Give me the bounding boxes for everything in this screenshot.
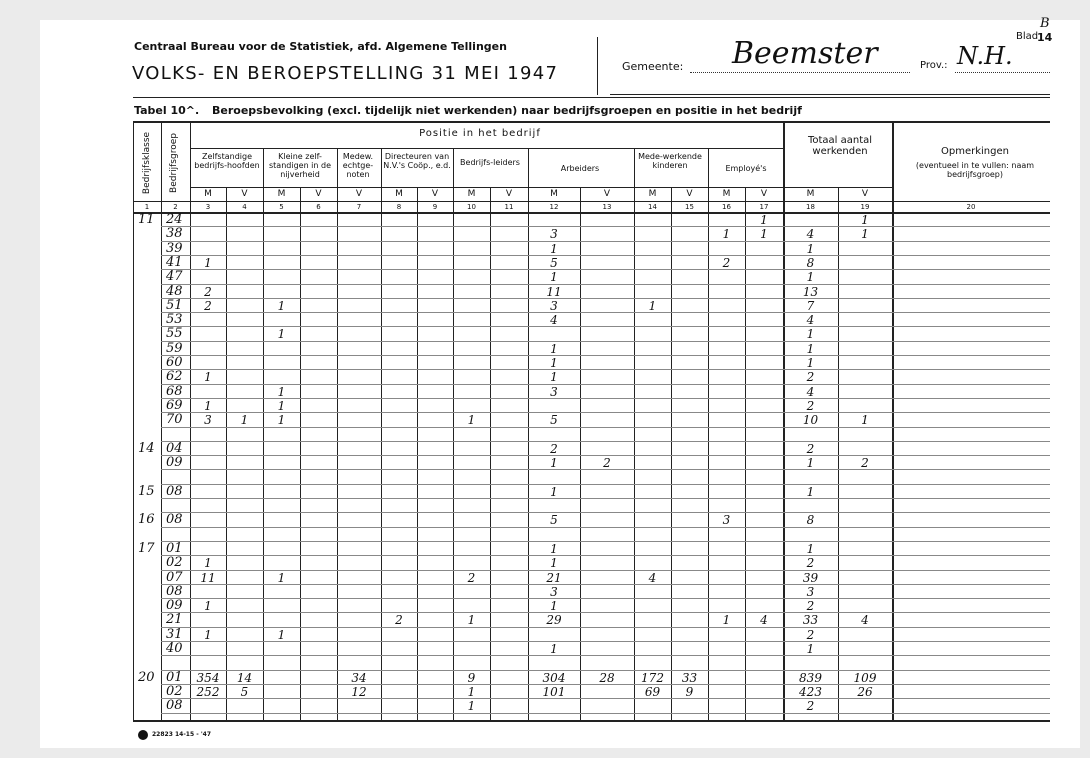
value-cell: 33	[681, 670, 698, 685]
value-cell: 1	[550, 642, 558, 656]
value-cell: 1	[648, 298, 657, 313]
mv-label: M	[550, 189, 558, 199]
prov-value: N.H.	[957, 42, 1013, 70]
value-cell: 5	[240, 684, 249, 699]
column-number: 16	[722, 203, 731, 211]
mv-label: M	[467, 189, 476, 199]
value-cell: 14	[236, 670, 253, 685]
bedrijfsgroep-cell: 02	[166, 555, 183, 571]
value-cell: 1	[550, 270, 558, 285]
value-cell: 1	[204, 627, 212, 642]
value-cell: 2	[467, 570, 476, 585]
bedrijfsklasse-cell: 20	[138, 669, 155, 685]
value-cell: 9	[685, 684, 694, 699]
bedrijfsgroep-cell: 09	[166, 455, 183, 471]
bedrijfsgroep-cell: 04	[166, 440, 183, 456]
value-cell: 28	[599, 670, 615, 685]
form-title: VOLKS- EN BEROEPSTELLING 31 MEI 1947	[132, 63, 559, 84]
mv-label: V	[431, 189, 439, 199]
bedrijfsgroep-cell: 59	[166, 340, 183, 356]
value-cell: 1	[806, 327, 815, 342]
value-cell: 1	[204, 255, 212, 270]
bedrijfsgroep-cell: 55	[166, 326, 183, 342]
column-number: 1	[144, 203, 150, 211]
value-cell: 1	[722, 227, 731, 242]
value-cell: 2	[722, 255, 731, 270]
mv-label: V	[760, 189, 768, 199]
value-cell: 1	[467, 613, 476, 628]
footer-logo	[138, 730, 148, 740]
column-number: 18	[806, 203, 815, 211]
value-cell: 13	[802, 284, 819, 299]
value-cell: 1	[550, 599, 558, 614]
kleine-header: Kleine zelf-standigen in de nijverheid	[268, 152, 332, 179]
value-cell: 1	[204, 398, 212, 413]
value-cell: 839	[799, 670, 822, 685]
bedrijfsgroep-cell: 07	[166, 569, 183, 585]
bedrijfsklasse-header: Bedrijfsklasse	[142, 131, 152, 195]
value-cell: 1	[760, 213, 768, 227]
positie-header: Positie in het bedrijf	[419, 128, 541, 139]
column-number: 6	[316, 203, 321, 211]
arbeiders-header: Arbeiders	[560, 164, 600, 173]
bedrijfsgroep-cell: 51	[166, 297, 183, 313]
bureau-name: Centraal Bureau voor de Statistiek, afd. Algemene Tellingen	[134, 40, 507, 53]
footer-code: 22823 14-15 - '47	[152, 731, 212, 738]
opmerkingen-header: Opmerkingen	[941, 146, 1009, 157]
value-cell: 1	[806, 456, 815, 471]
medew-header: Medew. echtge-noten	[342, 152, 374, 179]
blad-value: 14	[1037, 31, 1053, 44]
value-cell: 1	[806, 356, 815, 370]
mv-label: V	[355, 189, 363, 199]
value-cell: 1	[550, 484, 558, 499]
value-cell: 39	[802, 570, 819, 585]
value-cell: 1	[277, 398, 286, 413]
value-cell: 1	[806, 541, 815, 556]
bedrijfsgroep-cell: 40	[166, 641, 183, 656]
value-cell: 26	[857, 684, 873, 699]
leiders-header: Bedrijfs-leiders	[460, 158, 520, 167]
value-cell: 2	[806, 699, 815, 714]
bedrijfsgroep-cell: 08	[166, 512, 183, 528]
value-cell: 8	[806, 513, 815, 528]
mv-label: M	[395, 189, 403, 199]
mv-label: M	[204, 189, 212, 199]
bedrijfsgroep-cell: 70	[166, 412, 183, 428]
value-cell: 2	[550, 441, 558, 456]
bedrijfsgroep-cell: 08	[166, 698, 183, 714]
mv-label: V	[241, 189, 248, 199]
value-cell: 2	[806, 556, 815, 571]
mv-label: M	[648, 189, 657, 199]
bedrijfsgroep-header: Bedrijfsgroep	[169, 133, 179, 193]
value-cell: 4	[861, 613, 869, 628]
value-cell: 252	[196, 684, 220, 699]
mv-label: M	[806, 189, 815, 199]
mv-label: V	[315, 189, 322, 199]
mv-label: M	[277, 189, 286, 199]
value-cell: 1	[550, 541, 558, 556]
column-number: 5	[279, 203, 284, 211]
value-cell: 354	[196, 670, 220, 685]
bedrijfsklasse-cell: 15	[138, 483, 155, 499]
blad-label: Blad	[1016, 31, 1039, 42]
bedrijfsgroep-cell: 47	[166, 269, 183, 285]
bedrijfsgroep-cell: 01	[166, 669, 183, 685]
value-cell: 9	[467, 670, 476, 685]
value-cell: 2	[806, 441, 815, 456]
value-cell: 1	[550, 356, 558, 370]
value-cell: 2	[204, 284, 212, 299]
mv-label: M	[722, 189, 731, 199]
bedrijfsklasse-cell: 14	[138, 440, 155, 456]
value-cell: 1	[550, 456, 558, 471]
value-cell: 2	[861, 456, 869, 471]
column-number: 12	[549, 203, 559, 211]
kinderen-header: Mede-werkende kinderen	[638, 152, 702, 170]
bedrijfsgroep-cell: 21	[166, 612, 183, 628]
value-cell: 1	[467, 413, 476, 428]
value-cell: 4	[550, 313, 558, 328]
value-cell: 2	[806, 398, 815, 413]
value-cell: 1	[550, 241, 558, 256]
column-number: 15	[685, 203, 694, 211]
value-cell: 1	[277, 627, 286, 642]
bedrijfsgroep-cell: 48	[166, 283, 183, 299]
value-cell: 3	[550, 384, 558, 399]
mv-label: V	[861, 189, 869, 199]
column-number: 11	[504, 203, 514, 211]
column-number: 17	[759, 203, 769, 211]
value-cell: 1	[277, 413, 286, 428]
bedrijfsgroep-cell: 09	[166, 598, 183, 614]
gemeente-value: Beemster	[732, 36, 878, 71]
mv-label: V	[603, 189, 611, 199]
bedrijfsgroep-cell: 31	[166, 626, 183, 642]
value-cell: 33	[802, 613, 819, 628]
bedrijfsgroep-cell: 68	[166, 383, 183, 399]
bedrijfsgroep-cell: 08	[166, 483, 183, 499]
value-cell: 423	[799, 684, 822, 699]
value-cell: 1	[861, 227, 869, 242]
column-number: 3	[205, 203, 211, 211]
value-cell: 8	[806, 255, 815, 270]
column-number: 4	[242, 203, 247, 211]
value-cell: 4	[806, 313, 815, 328]
value-cell: 3	[550, 227, 558, 242]
value-cell: 2	[603, 456, 611, 471]
value-cell: 1	[204, 599, 212, 614]
value-cell: 1	[550, 370, 558, 385]
column-number: 10	[467, 203, 476, 211]
employes-header: Employé's	[725, 164, 767, 173]
value-cell: 2	[806, 599, 815, 614]
value-cell: 101	[542, 684, 566, 699]
value-cell: 172	[641, 670, 664, 685]
mv-label: V	[686, 189, 693, 199]
value-cell: 1	[204, 556, 212, 571]
zelfstandige-header: Zelfstandige bedrijfs-hoofden	[194, 152, 260, 170]
table-code: Tabel 10^.	[134, 104, 200, 117]
bedrijfsklasse-cell: 16	[138, 512, 155, 528]
column-number: 8	[396, 203, 402, 211]
value-cell: 1	[861, 213, 869, 227]
value-cell: 4	[806, 384, 815, 399]
directeuren-header: Directeuren van N.V.'s Coöp., e.d.	[383, 152, 451, 170]
value-cell: 10	[802, 413, 819, 428]
bedrijfsgroep-cell: 38	[166, 226, 183, 242]
value-cell: 3	[204, 413, 212, 428]
bedrijfsgroep-cell: 39	[166, 240, 183, 256]
value-cell: 5	[550, 513, 558, 528]
column-number: 20	[966, 203, 976, 211]
column-number: 13	[602, 203, 612, 211]
value-cell: 109	[853, 670, 877, 685]
column-number: 14	[648, 203, 657, 211]
value-cell: 3	[550, 584, 558, 599]
bedrijfsgroep-cell: 62	[166, 369, 183, 385]
value-cell: 3	[550, 298, 558, 313]
value-cell: 2	[204, 298, 212, 313]
value-cell: 11	[546, 284, 562, 299]
value-cell: 1	[806, 642, 815, 656]
value-cell: 4	[806, 227, 815, 242]
bedrijfsklasse-cell: 11	[138, 212, 155, 227]
bedrijfsklasse-cell: 17	[138, 540, 155, 556]
bedrijfsgroep-cell: 01	[166, 540, 183, 556]
value-cell: 1	[467, 699, 476, 714]
value-cell: 4	[760, 613, 768, 628]
value-cell: 1	[550, 556, 558, 571]
value-cell: 21	[546, 570, 562, 585]
value-cell: 3	[722, 513, 731, 528]
blad-mark: B	[1040, 16, 1050, 31]
value-cell: 1	[760, 227, 768, 242]
column-number: 19	[860, 203, 870, 211]
column-number: 9	[432, 203, 438, 211]
value-cell: 1	[277, 298, 286, 313]
value-cell: 4	[648, 570, 657, 585]
value-cell: 7	[806, 298, 815, 313]
value-cell: 1	[467, 684, 476, 699]
gemeente-label: Gemeente:	[622, 60, 684, 73]
value-cell: 5	[550, 413, 558, 428]
totaal-header: Totaal aantal werkenden	[807, 135, 873, 157]
opmerkingen-note: (eventueel in te vullen: naam bedrijfsgroep)	[915, 161, 1035, 179]
bedrijfsgroep-cell: 41	[166, 254, 183, 270]
value-cell: 1	[806, 341, 815, 356]
value-cell: 1	[806, 241, 815, 256]
value-cell: 2	[806, 627, 815, 642]
value-cell: 1	[204, 370, 212, 385]
value-cell: 1	[861, 413, 869, 428]
value-cell: 1	[722, 613, 731, 628]
value-cell: 2	[395, 613, 403, 628]
mv-label: V	[505, 189, 513, 199]
table-caption: Beroepsbevolking (excl. tijdelijk niet werkenden) naar bedrijfsgroepen en positie in het bedrijf	[212, 104, 802, 117]
prov-label: Prov.:	[920, 60, 948, 71]
bedrijfsgroep-cell: 69	[166, 397, 183, 413]
value-cell: 12	[351, 684, 367, 699]
value-cell: 304	[542, 670, 566, 685]
value-cell: 1	[277, 327, 286, 342]
column-number: 2	[173, 203, 178, 211]
value-cell: 2	[806, 370, 815, 385]
value-cell: 1	[277, 384, 286, 399]
bedrijfsgroep-cell: 02	[166, 683, 183, 699]
value-cell: 3	[806, 584, 815, 599]
bedrijfsgroep-cell: 60	[166, 355, 183, 370]
value-cell: 34	[351, 670, 367, 685]
value-cell: 1	[806, 270, 815, 285]
value-cell: 29	[546, 613, 562, 628]
value-cell: 5	[550, 255, 558, 270]
column-number: 7	[356, 203, 362, 211]
bedrijfsgroep-cell: 53	[166, 312, 183, 328]
value-cell: 1	[277, 570, 286, 585]
bedrijfsgroep-cell: 08	[166, 583, 183, 599]
value-cell: 1	[240, 413, 249, 428]
bedrijfsgroep-cell: 24	[166, 212, 183, 227]
value-cell: 1	[550, 341, 558, 356]
value-cell: 11	[200, 570, 216, 585]
value-cell: 1	[806, 484, 815, 499]
value-cell: 69	[644, 684, 661, 699]
